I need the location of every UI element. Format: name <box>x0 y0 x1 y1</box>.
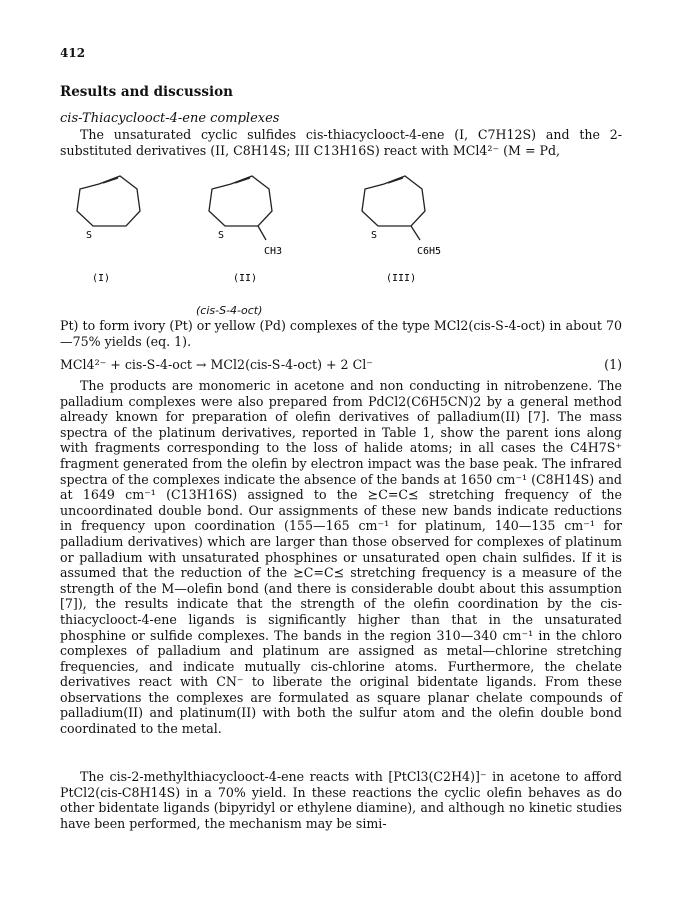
equation-text: MCl4²⁻ + cis-S-4-oct → MCl2(cis-S-4-oct) + 2 Cl⁻ <box>60 357 373 372</box>
structure-I <box>77 176 140 226</box>
section-heading: Results and discussion <box>60 84 233 100</box>
subsection-heading: cis-Thiacyclooct-4-ene complexes <box>60 111 280 126</box>
structure-II-substituent: CH3 <box>264 246 283 257</box>
structure-I-s: S <box>86 230 93 241</box>
equation-1 <box>60 357 622 372</box>
intro-paragraph: The unsaturated cyclic sulfides cis-thiacyclooct-4-ene (I, C7H12S) and the 2-substituted derivatives (II, C8H14S; III C13H16S) react with MCl4²⁻ (M = Pd, <box>60 127 622 158</box>
structure-III-substituent: C6H5 <box>417 246 442 257</box>
equation-number: (1) <box>604 357 622 372</box>
body-paragraph-1: The products are monomeric in acetone and non conducting in nitrobenzene. The palladium complexes were also prepared from PdCl2(C6H5CN)2 by a general method already known for preparation of olefin derivatives of palladium(II) [7]. The mass spectra of the platinum derivatives, reported in Table 1, show the parent ions along with fragments corresponding to the loss of halide atoms; in all cases the C4H7S⁺ fragment generated from the olefin by electron impact was the base peak. The infrared spectra of the complexes indicate the absence of the bands at 1650 cm⁻¹ (C8H14S) and at 1649 cm⁻¹ (C13H16S) assigned to the ⪰C=C⪯ stretching frequency of the uncoordinated double bond. Our assignments of these new bands indicate reductions in frequency upon coordination (155—165 cm⁻¹ for platinum, 140—135 cm⁻¹ for palladium derivatives) which are larger than those observed for complexes of platinum or palladium with unsaturated phosphines or unsaturated open chain sulfides. If it is assumed that the reduction of the ⪰C=C⪯ stretching frequency is a measure of the strength of the M—olefin bond (and there is considerable doubt about this assumption [7]), the results indicate that the strength of the olefin coordination by the cis-thiacyclooct-4-ene ligands is significantly higher than that in the unsaturated phosphine or sulfide complexes. The bands in the region 310—340 cm⁻¹ in the chloro complexes of palladium and platinum are assigned as metal—chlorine stretching frequencies, and indicate mutually cis-chlorine atoms. Furthermore, the chelate derivatives react with CN⁻ to liberate the original bidentate ligands. From these observations the complexes are formulated as square planar chelate compounds of palladium(II) and platinum(II) with both the sulfur atom and the olefin double bond coordinated to the metal. <box>60 378 622 737</box>
label-II: (II) <box>233 273 258 284</box>
label-I: (I) <box>92 273 111 284</box>
structure-III-s: S <box>371 230 378 241</box>
label-III: (III) <box>386 273 417 284</box>
structure-figure <box>0 168 680 318</box>
page-number: 412 <box>60 46 86 60</box>
structure-II-s: S <box>218 230 225 241</box>
after-figure-paragraph: Pt) to form ivory (Pt) or yellow (Pd) complexes of the type MCl2(cis-S-4-oct) in about 70—75% yields (eq. 1). <box>60 318 622 349</box>
body-paragraph-2: The cis-2-methylthiacyclooct-4-ene reacts with [PtCl3(C2H4)]⁻ in acetone to afford PtCl2(cis-C8H14S) in a 70% yield. In these reactions the cyclic olefin behaves as do other bidentate ligands (bipyridyl or ethylene diamine), and although no kinetic studies have been performed, the mechanism may be simi- <box>60 769 622 831</box>
figure-caption: (cis-S-4-oct) <box>196 304 263 317</box>
